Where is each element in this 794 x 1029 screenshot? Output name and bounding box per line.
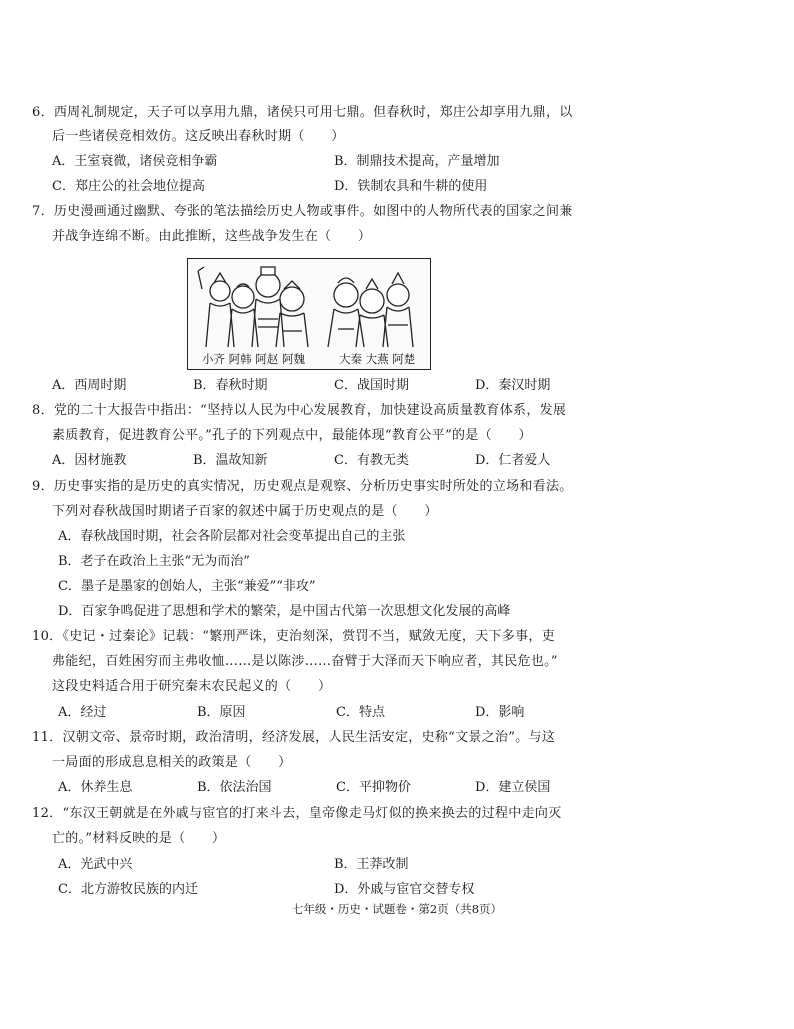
q12-stem-line1: 12．“东汉王朝就是在外戚与宦官的打来斗去，皇帝像走马灯似的换来换去的过程中走向灭 [32, 806, 562, 821]
q6-stem-line1: 6．西周礼制规定，天子可以享用九鼎，诸侯只可用七鼎。但春秋时，郑庄公却享用九鼎，以 [32, 105, 573, 120]
q9-option-d[interactable]: D．百家争鸣促进了思想和学术的繁荣，是中国古代第一次思想文化发展的高峰 [58, 604, 511, 619]
q10-option-a[interactable]: A．经过 [58, 705, 107, 720]
cartoon-caption-right: 大秦 大燕 阿楚 [339, 352, 416, 366]
q10-stem-line3: 这段史料适合用于研究秦末农民起义的（ ） [52, 679, 332, 694]
q12-option-b[interactable]: B．王莽改制 [334, 857, 409, 872]
q9-option-b[interactable]: B．老子在政治上主张“无为而治” [58, 554, 250, 569]
q7-option-b[interactable]: B．春秋时期 [193, 378, 268, 393]
q8-option-a[interactable]: A．因材施教 [52, 453, 127, 468]
q6-stem-line2: 后一些诸侯竞相效仿。这反映出春秋时期（ ） [52, 129, 345, 144]
q8-option-c[interactable]: C．有教无类 [334, 453, 409, 468]
q12-stem-line2: 亡的。”材料反映的是（ ） [52, 831, 226, 846]
q6-option-c[interactable]: C．郑庄公的社会地位提高 [52, 179, 205, 194]
q8-option-b[interactable]: B．温故知新 [193, 453, 268, 468]
q7-option-c[interactable]: C．战国时期 [334, 378, 409, 393]
figure-qin [328, 278, 364, 347]
q12-option-d[interactable]: D．外戚与宦官交替专权 [334, 882, 475, 897]
q8-stem-line1: 8．党的二十大报告中指出：“坚持以人民为中心发展教育，加快建设高质量教育体系，发展 [32, 403, 567, 418]
q11-stem-line2: 一局面的形成息息相关的政策是（ ） [52, 755, 292, 770]
q11-option-b[interactable]: B．依法治国 [197, 780, 272, 795]
q9-stem-line1: 9．历史事实指的是历史的真实情况，历史观点是观察、分析历史事实时所处的立场和看法。 [32, 479, 573, 494]
q9-stem-line2: 下列对春秋战国时期诸子百家的叙述中属于历史观点的是（ ） [52, 504, 438, 519]
figure-chu [383, 273, 413, 347]
q11-option-c[interactable]: C．平抑物价 [336, 780, 411, 795]
q7-stem-line1: 7．历史漫画通过幽默、夸张的笔法描绘历史人物或事件。如图中的人物所代表的国家之间兼 [32, 204, 573, 219]
cartoon-figures [188, 259, 429, 349]
q11-option-a[interactable]: A．休养生息 [58, 780, 133, 795]
warring-states-cartoon [187, 258, 431, 370]
q10-option-b[interactable]: B．原因 [197, 705, 246, 720]
q6-option-b[interactable]: B．制鼎技术提高，产量增加 [334, 154, 500, 169]
figure-yan [356, 279, 388, 347]
q9-option-c[interactable]: C．墨子是墨家的创始人，主张“兼爱”“非攻” [58, 579, 316, 594]
q6-option-a[interactable]: A．王室衰微，诸侯竞相争霸 [52, 154, 218, 169]
q7-option-d[interactable]: D．秦汉时期 [475, 378, 551, 393]
q10-option-d[interactable]: D．影响 [475, 705, 525, 720]
q12-option-a[interactable]: A．光武中兴 [58, 857, 133, 872]
q10-stem-line1: 10．《史记・过秦论》记载：“繁刑严诛，吏治刻深，赏罚不当，赋敛无度，天下多事，吏 [32, 629, 555, 644]
q7-option-a[interactable]: A．西周时期 [52, 378, 127, 393]
cartoon-caption-left: 小齐 阿韩 阿赵 阿魏 [202, 352, 305, 366]
q10-option-c[interactable]: C．特点 [336, 705, 385, 720]
q11-option-d[interactable]: D．建立侯国 [475, 780, 551, 795]
page-footer: 七年级・历史・试题卷・第2页（共8页） [291, 902, 503, 916]
q8-stem-line2: 素质教育，促进教育公平。”孔子的下列观点中，最能体现“教育公平”的是（ ） [52, 428, 532, 443]
q9-option-a[interactable]: A．春秋战国时期，社会各阶层都对社会变革提出自己的主张 [58, 529, 406, 544]
q12-option-c[interactable]: C．北方游牧民族的内迁 [58, 882, 198, 897]
q11-stem-line1: 11．汉朝文帝、景帝时期，政治清明，经济发展，人民生活安定，史称“文景之治”。与这 [32, 730, 556, 745]
q8-option-d[interactable]: D．仁者爱人 [475, 453, 551, 468]
figure-qi [198, 267, 234, 347]
q10-stem-line2: 弗能纪，百姓困穷而主弗收恤……是以陈涉……奋臂于大泽而天下响应者，其民危也。” [52, 654, 558, 669]
q7-stem-line2: 并战争连绵不断。由此推断，这些战争发生在（ ） [52, 229, 372, 244]
figure-wei [276, 281, 308, 347]
q6-option-d[interactable]: D．铁制农具和牛耕的使用 [334, 179, 488, 194]
